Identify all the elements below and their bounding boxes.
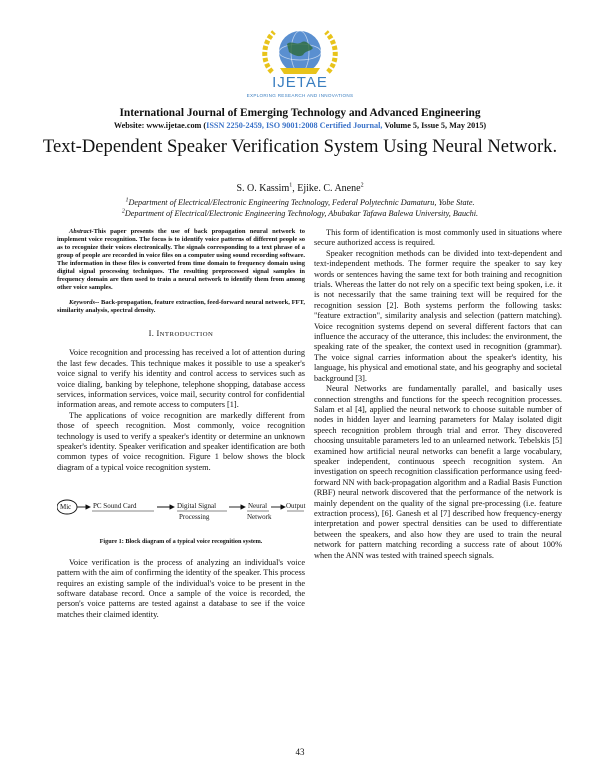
intro-paragraph-2: The applications of voice recognition are markedly different from those of speech recognition. Most commonly, voice recognition technology is used to verify a speaker's identity or determine an unknown speaker's identity. Speaker verification and speaker identification are both common types of voice recognition. Figure 1 below shows the block diagram of a typical voice recognition system. [57,410,305,472]
authors [0,183,600,194]
block-diagram-arrows [57,485,305,535]
section-number: I. [148,329,157,338]
fig-dsp-label-1: Digital Signal [177,502,217,511]
page-number: 43 [295,747,305,757]
figure-1-block-diagram [57,485,305,535]
globe-laurel-icon [240,22,360,78]
right-paragraph-2: Speaker recognition methods can be divided into text-dependent and text-independent methods. The former require the speaker to say key words or sentences having the same text for both training and recognition trials. Whereas the latter do not rely on a specific text being spoken, i.e. it is not necessarily that the same training text will be required for the recognition session [2]. Both systems perform the following tasks: "feature extraction", similarity analysis and selection (pattern matching). Voice recognition systems depend on several different factors that can influence the accuracy of the utterance, this includes: the environment, the speaking rate of the speaker, the context used in recognition (grammar). The voice signal carries information about the speaker's identity, his language, his physical and emotional state, and his geography and societal background [3]. [314,248,562,383]
fig-output-label: Output [286,502,306,511]
journal-name: International Journal of Emerging Technology and Advanced Engineering [119,107,481,119]
intro-paragraph-1: Voice recognition and processing has received a lot of attention during the last few decades. This technique makes it possible to use a speaker's voice signal to verify his identity and control access to services such as voice dialing, banking by telephone, telephone shopping, database access services, information services, voice mail, security control for confidential information areas, and remote access to computers [1]. [57,348,305,410]
right-paragraph-1: This form of identification is most commonly used in situations where secure authorized access is required. [314,228,562,248]
volume-text: Volume 5, Issue 5, May 2015) [382,121,487,130]
issn-text: ISSN 2250-2459, ISO 9001:2008 Certified Journal, [206,121,383,130]
fig-mic-label: Mic [60,503,72,512]
keywords-text: Back-propagation, feature extraction, feed-forward neural network, FFT, similarity analysis, spectral density. [57,299,305,314]
abstract-text: This paper presents the use of back propagation neural network to implement voice recognition. The focus is to identify voice patterns of different people so as to recognize their voices electronically. The signals corresponding to a text phrase of a group of people are recorded in voice files on a computer using sound recording software. The information in these files is converted from time domain to frequency domain using digital signal processing techniques. The resulting preprocessed signal samples in frequency domain are then used to train a neural network to identify them from among other voice samples. [57,228,305,291]
affiliation-1-text: Department of Electrical/Electronic Engineering Technology, Federal Polytechnic Damaturu, Yobe State. [128,198,475,207]
left-column [57,228,305,620]
author-1: S. O. Kassim [236,183,290,194]
fig-nn-label-2: Network [247,513,272,522]
journal-logo [240,22,360,108]
keywords [57,299,305,315]
fig-dsp-label-2: Processing [179,513,210,522]
logo-tagline: EXPLORING RESEARCH AND INNOVATIONS [246,93,354,98]
section-heading-introduction [57,329,305,340]
figure-caption: Figure 1: Block diagram of a typical voice recognition system. [99,538,263,546]
website-prefix: Website: www.ijetae.com ( [113,121,207,130]
fig-sound-card-label: PC Sound Card [93,502,137,511]
journal-website-line [0,121,600,130]
right-paragraph-3: Neural Networks are fundamentally parallel, and basically uses connection strengths and functions for the speech recognition processes. Salam et al [4], applied the neural network to choose suitable number of nodes in hidden layer and learning parameters for Malay isolated digit speech recognition problem through trial and error. They discovered choosing unsuitable parameters led to an unlearned network. Tebelskis [5] examined how artificial neural networks can benefit a large vocabulary, speaker independent, continuous speech recognition system. An investigation on speech recognition classification performance using feed-forward NN with back-propagation algorithm and a Radial Basis Function (RBF) neural network discovered that the performance of the network is mainly dependent on the quality of the signal pre-processing (i.e. feature extraction process), [6]. Ganesh et al [7] described how frequency-energy interpretation and power spectral densities can be used to differentiate between the speakers, and also how they are used to train the neural network for pattern matching recording a success rate of about 100% when the ANN was tested with trained speech signals. [314,384,562,560]
affiliation-2-sup: 2 [121,208,125,215]
author-separator: , Ejike. C. Anene [292,183,361,194]
affiliation-2 [0,209,600,218]
keywords-label: Keywords-- [69,299,100,306]
right-column [314,228,562,561]
author-1-sup: 1 [289,182,293,189]
abstract [57,228,305,292]
abstract-label: Abstract- [69,228,94,235]
section-title-rest: NTRODUCTION [159,331,214,338]
affiliation-1-sup: 1 [125,197,129,204]
fig-nn-label-1: Neural [248,502,268,511]
author-2-sup: 2 [360,182,364,189]
logo-name: IJETAE [272,74,328,91]
affiliation-2-text: Department of Electrical/Electronic Engineering Technology, Abubakar Tafawa Balewa University, Bauchi. [124,209,479,218]
affiliation-1 [0,198,600,207]
paper-title: Text-Dependent Speaker Verification System Using Neural Network. [42,136,558,157]
intro-paragraph-3: Voice verification is the process of analyzing an individual's voice pattern with the aim of confirming the identity of the speaker. This process requires an existing sample of the individual's voice to be present in the software database record. Once a sample of the voice is recorded, the person's voice patterns are tested against a database to see if the voice matches their claimed identity. [57,557,305,619]
section-first-letter: I [156,329,160,338]
